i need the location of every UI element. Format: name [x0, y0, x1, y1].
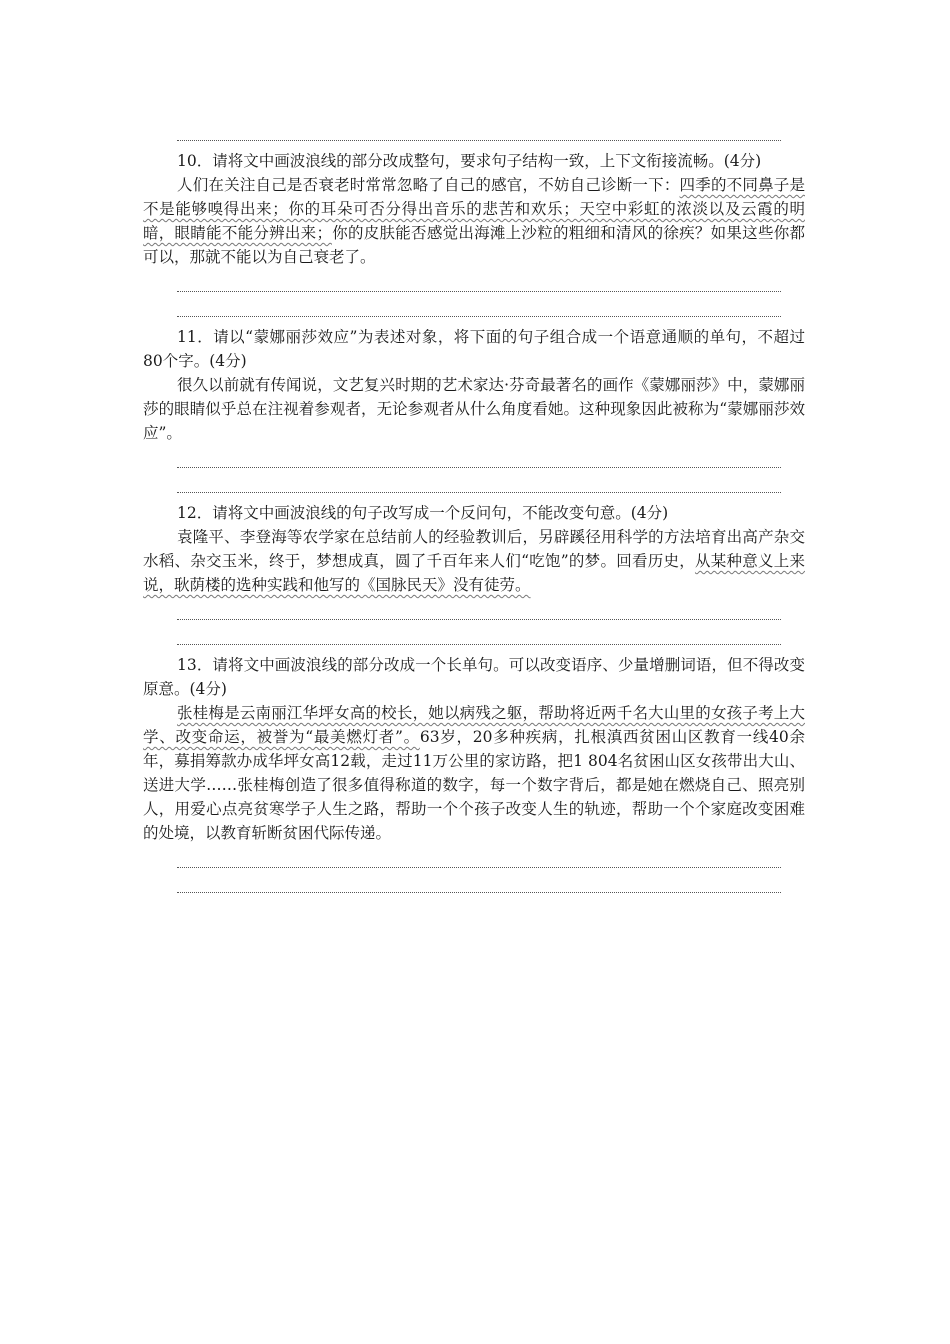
question-10	[143, 149, 805, 269]
question-12-passage	[143, 525, 805, 597]
question-12-text-before: 袁隆平、李登海等农学家在总结前人的经验教训后，另辟蹊径用科学的方法培育出高产杂交水稻、杂交玉米，终于，梦想成真，圆了千百年来人们“吃饱”的梦。回看历史，	[143, 528, 805, 570]
question-13-passage	[143, 701, 805, 845]
question-13-text-after: 63岁，20多种疾病，扎根滇西贫困山区教育一线40余年，募捐筹款办成华坪女高12载，走过11万公里的家访路，把1 804名贫困山区女孩带出大山、送进大学……张桂梅创造了很多值得称道的数字，每一个数字背后，都是她在燃烧自己、照亮别人，用爱心点亮贫寒学子人生之路，帮助一个个孩子改变人生的轨迹，帮助一个个家庭改变困难的处境，以教育斩断贫困代际传递。	[143, 728, 805, 842]
answer-line	[177, 492, 781, 493]
answer-line	[177, 644, 781, 645]
question-10-prompt: 10．请将文中画波浪线的部分改成整句，要求句子结构一致，上下文衔接流畅。(4分)	[177, 152, 762, 170]
question-13	[143, 653, 805, 845]
question-12-wavy-text: 从某种意义上来说，耿荫楼的选种实践和他写的《国脉民天》没有徒劳。	[143, 552, 805, 594]
question-11	[143, 325, 805, 445]
answer-line	[177, 140, 781, 141]
question-12	[143, 501, 805, 597]
question-12-prompt: 12．请将文中画波浪线的句子改写成一个反问句，不能改变句意。(4分)	[177, 504, 669, 522]
question-13-prompt: 13．请将文中画波浪线的部分改成一个长单句。可以改变语序、少量增删词语，但不得改变原意。(4分)	[143, 656, 805, 698]
question-10-passage	[143, 173, 805, 269]
question-10-text-after: 你的皮肤能否感觉出海滩上沙粒的粗细和清风的徐疾？如果这些你都可以，那就不能以为自己衰老了。	[143, 224, 805, 266]
question-10-text-before: 人们在关注自己是否衰老时常常忽略了自己的感官，不妨自己诊断一下：	[177, 176, 680, 194]
worksheet-page	[143, 140, 805, 893]
question-13-wavy-text: 张桂梅是云南丽江华坪女高的校长，她以病残之躯，帮助将近两千名大山里的女孩子考上大学、改变命运，被誉为“最美燃灯者”。	[143, 704, 805, 746]
question-10-wavy-text: 四季的不同鼻子是不是能够嗅得出来；你的耳朵可否分得出音乐的悲苦和欢乐；天空中彩虹的浓淡以及云霞的明暗，眼睛能不能分辨出来；	[143, 176, 805, 242]
question-11-passage: 很久以前就有传闻说，文艺复兴时期的艺术家达·芬奇最著名的画作《蒙娜丽莎》中，蒙娜丽莎的眼睛似乎总在注视着参观者，无论参观者从什么角度看她。这种现象因此被称为“蒙娜丽莎效应”。	[143, 376, 805, 442]
answer-line	[177, 892, 781, 893]
question-11-prompt: 11．请以“蒙娜丽莎效应”为表述对象，将下面的句子组合成一个语意通顺的单句，不超过80个字。(4分)	[143, 328, 805, 370]
answer-line	[177, 316, 781, 317]
